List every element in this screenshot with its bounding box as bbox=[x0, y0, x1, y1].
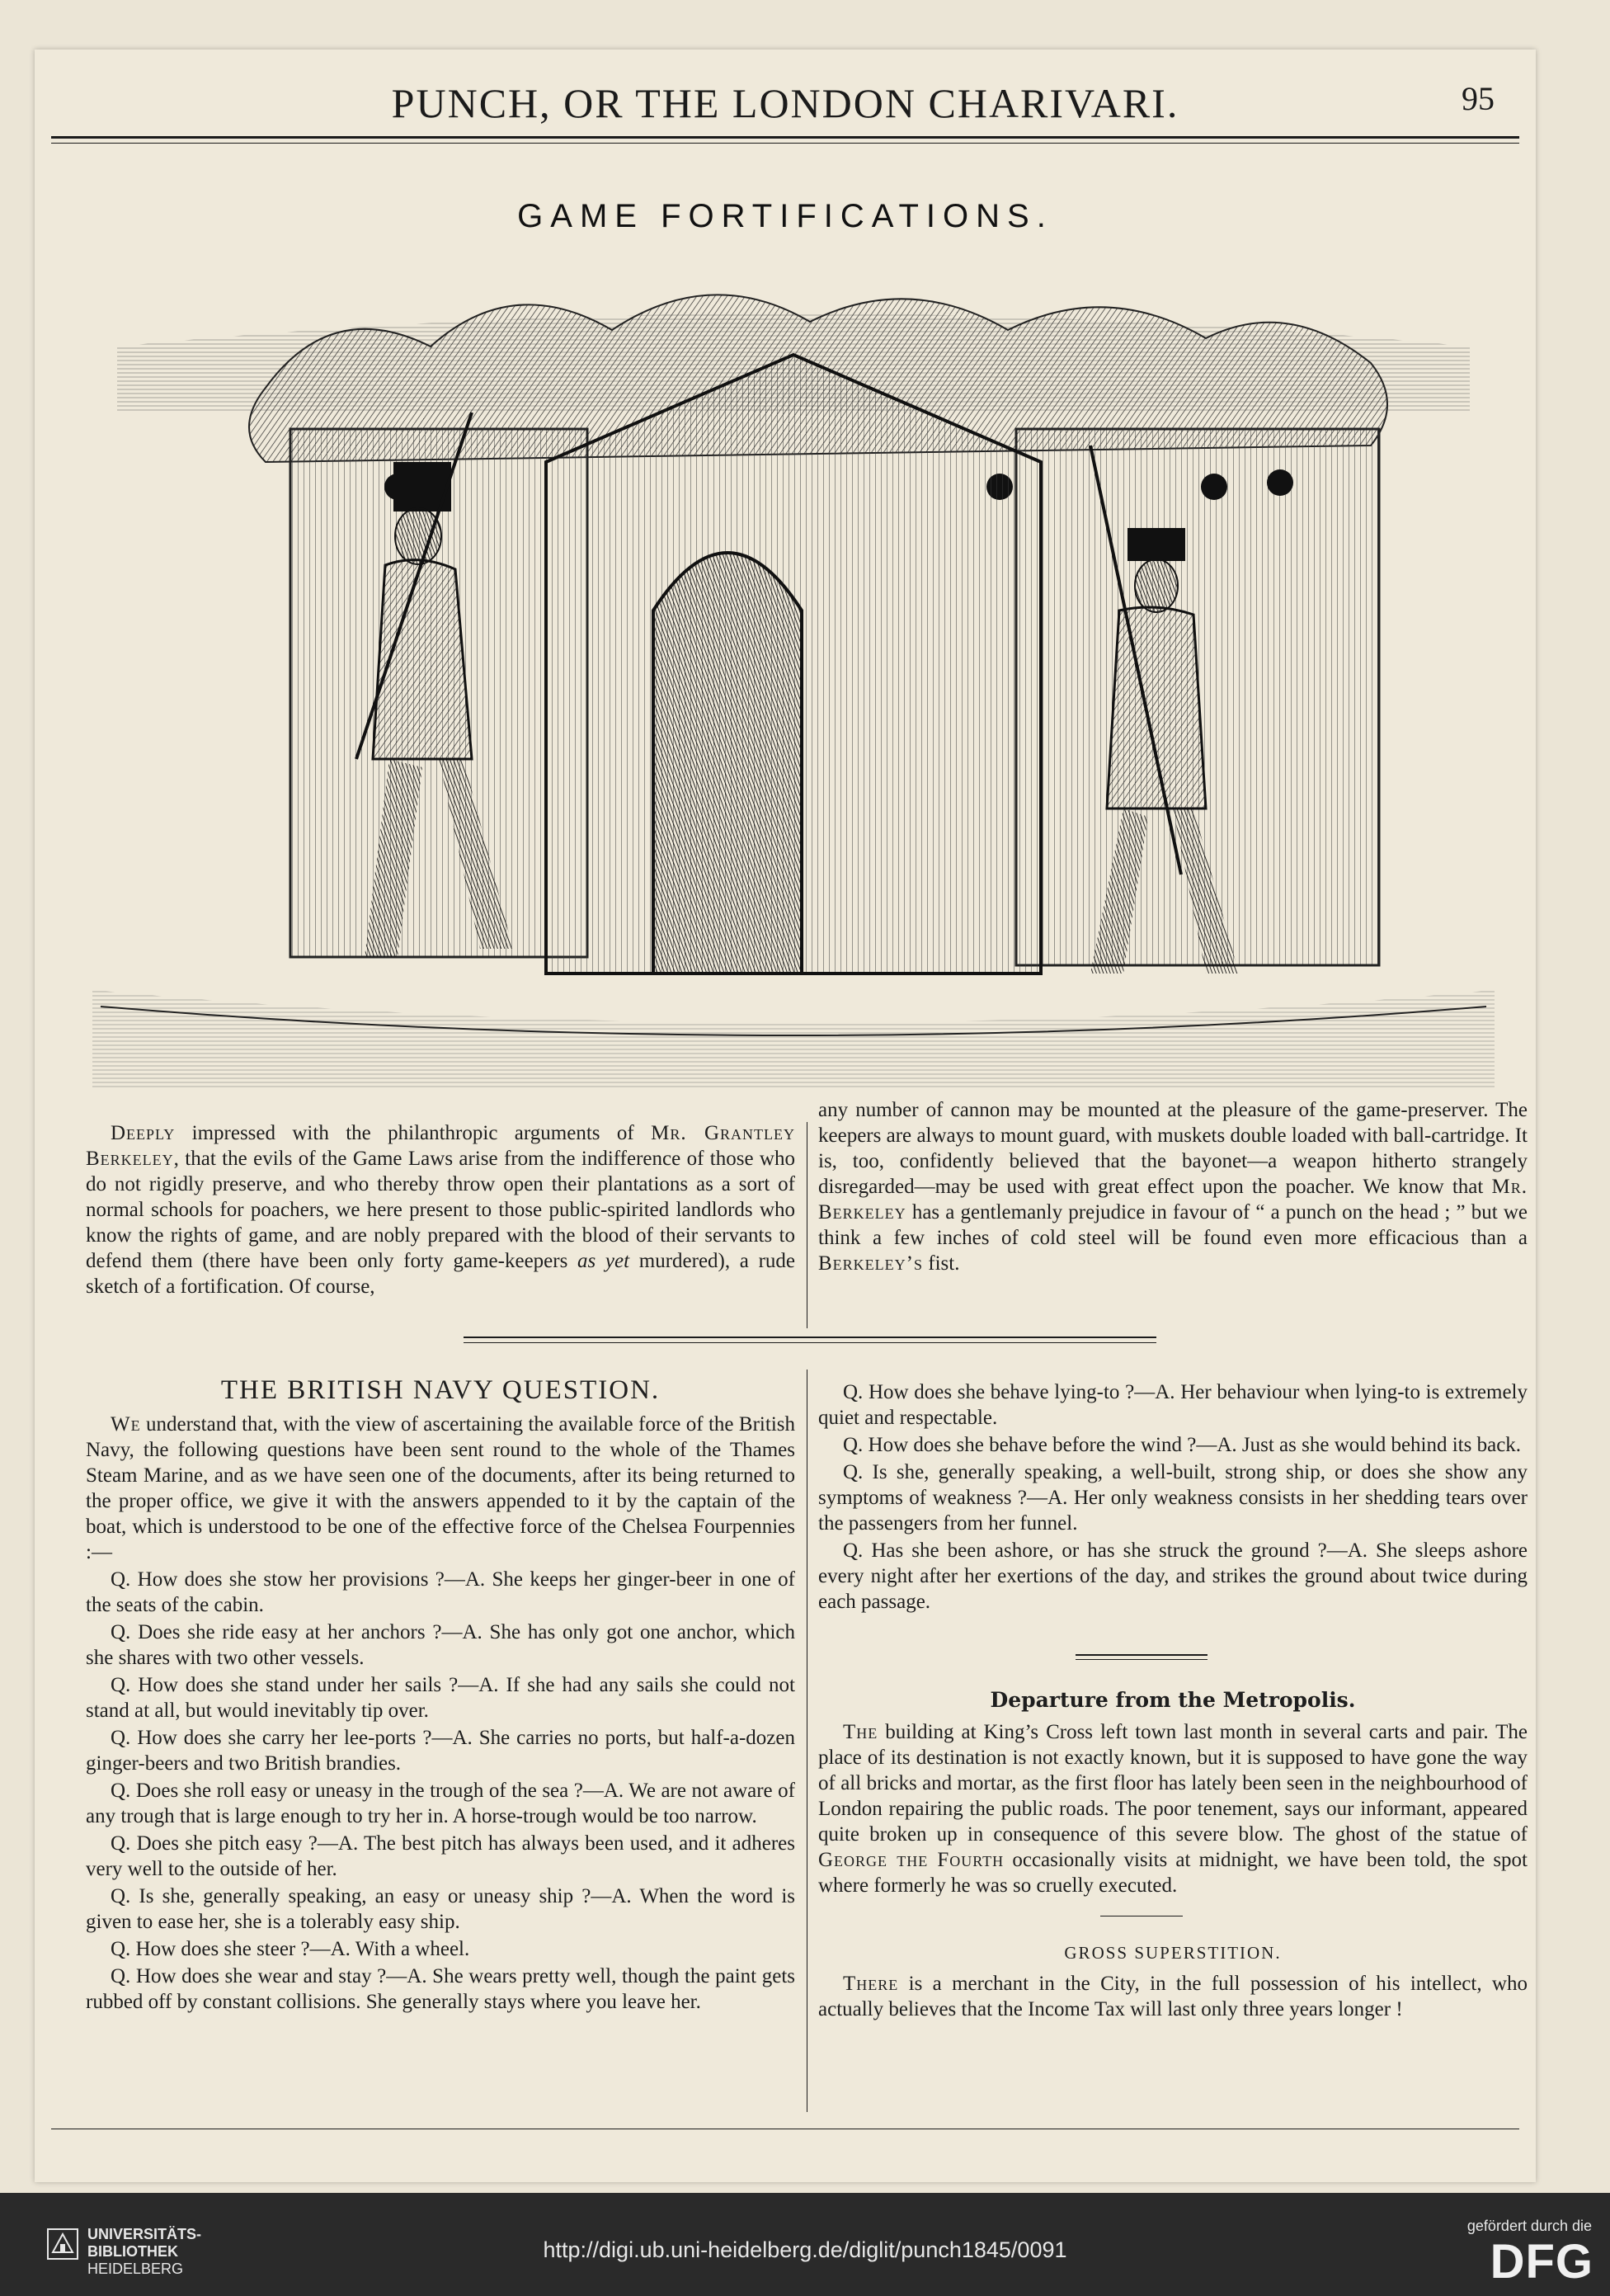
text-run: murdered), a rude sketch of a fortification. Of course, bbox=[86, 1250, 795, 1298]
library-line-2: BIBLIOTHEK bbox=[87, 2243, 178, 2260]
short-rule-1b bbox=[1076, 1659, 1208, 1660]
departure-heading: Departure from the Metropolis. bbox=[990, 1688, 1356, 1712]
intro-left-paragraph bbox=[86, 1120, 795, 1299]
superstition-heading: GROSS SUPERSTITION. bbox=[1064, 1943, 1282, 1963]
funded-by-text: gefördert durch die bbox=[1466, 2218, 1592, 2234]
navy-qa-left-6: Q. Is she, generally speaking, an easy or uneasy ship ?—A. When the word is given to ease her, she is a tolerably easy ship. bbox=[86, 1885, 795, 1933]
cartoon-illustration bbox=[84, 248, 1503, 1106]
navy-qa-left-2: Q. How does she stand under her sails ?—A. If she had any sails she could not stand at all, but would inevitably tip over. bbox=[86, 1674, 795, 1722]
newspaper-page bbox=[35, 50, 1536, 2182]
text-run: is a merchant in the City, in the full possession of his intellect, who actually believes that the Income Tax will last only three years longer ! bbox=[818, 1973, 1528, 2020]
navy-qa-left-0: Q. How does she stow her provisions ?—A. She keeps her ginger-beer in one of the seats of the cabin. bbox=[86, 1568, 795, 1616]
navy-qa-right-1: Q. How does she behave before the wind ?—A. Just as she would behind its back. bbox=[843, 1434, 1522, 1456]
library-line-3: HEIDELBERG bbox=[87, 2261, 184, 2277]
navy-qa-left-1: Q. Does she ride easy at her anchors ?—A. She has only got one anchor, which she shares with two other vessels. bbox=[86, 1621, 795, 1669]
text-run: has a gentlemanly prejudice in favour of “ a punch on the head ; ” but we think a few inches of cold steel will be found even more efficacious than a bbox=[818, 1201, 1528, 1249]
navy-qa-left-7: Q. How does she steer ?—A. With a wheel. bbox=[111, 1938, 470, 1960]
navy-qa-left-5: Q. Does she pitch easy ?—A. The best pitch has always been used, and it adheres very well to the outside of her. bbox=[86, 1832, 795, 1880]
header-rule-top bbox=[51, 136, 1519, 139]
drop-word: Deeply bbox=[111, 1122, 176, 1144]
text-run: any number of cannon may be mounted at the pleasure of the game-preserver. The keepers are always to mount guard, with muskets double loaded with ball-cartridge. It is, too, confidently believed that the bayonet—a weapon hitherto strangely disregarded—may be used with great effect upon the poacher. We know that bbox=[818, 1099, 1528, 1198]
text-run: building at King’s Cross left town last month in several carts and pair. The place of its destination is not exactly known, but it is supposed to have gone the way of all bricks and mortar, as the first floor has lately been seen in the neighbourhood of London repairing the public roads. The poor tenement, says our informant, appeared quite broken up in consequence of this severe blow. The ghost of the statue of bbox=[818, 1721, 1528, 1846]
drop-word: The bbox=[843, 1721, 878, 1743]
header-rule-bottom bbox=[51, 143, 1519, 144]
section-rule-top bbox=[464, 1337, 1156, 1338]
text-run: understand that, with the view of ascertaining the available force of the British Navy, the following questions have been sent round to the whole of the Thames Steam Marine, and as we have seen one of the documents, after its being returned to the proper office, we give it with the answers appended to it by the captain of the boat, which is understood to be one of the effective force of the Chelsea Fourpennies :— bbox=[86, 1413, 795, 1563]
superstition-column bbox=[818, 1940, 1528, 2024]
departure-text bbox=[818, 1719, 1528, 1898]
navy-heading: THE BRITISH NAVY QUESTION. bbox=[220, 1375, 661, 1405]
navy-qa-left-4: Q. Does she roll easy or uneasy in the trough of the sea ?—A. We are not aware of any trough that is large enough to try her in. A horse-trough would be too narrow. bbox=[86, 1780, 795, 1827]
text-run: occasionally visits at midnight, we have been told, the spot where formerly he was so cruelly executed. bbox=[818, 1849, 1528, 1897]
navy-qa-right-2: Q. Is she, generally speaking, a well-built, strong ship, or does she show any symptoms of weakness ?—A. Her only weakness consists in her shedding tears over the passengers from her funnel. bbox=[818, 1461, 1528, 1535]
navy-intro bbox=[86, 1412, 795, 1565]
short-rule-1 bbox=[1076, 1654, 1208, 1656]
text-run: fist. bbox=[923, 1252, 960, 1275]
name-run: Mr. Grantley Berkeley bbox=[86, 1122, 796, 1170]
name-run: George the Fourth bbox=[818, 1849, 1005, 1871]
name-run: Mr. Berkeley bbox=[818, 1176, 1528, 1223]
section-rule-bottom bbox=[464, 1342, 1156, 1343]
departure-column bbox=[818, 1687, 1528, 1900]
cartoon-title: GAME FORTIFICATIONS. bbox=[517, 198, 1053, 234]
drop-word: We bbox=[111, 1413, 141, 1436]
navy-left-column bbox=[86, 1375, 795, 2016]
digital-library-url[interactable]: http://digi.ub.uni-heidelberg.de/diglit/punch1845/0091 bbox=[543, 2237, 1067, 2262]
navy-qa-right-0: Q. How does she behave lying-to ?—A. Her behaviour when lying-to is extremely quiet and respectable. bbox=[818, 1381, 1528, 1429]
library-line-1: UNIVERSITÄTS- bbox=[87, 2226, 202, 2242]
superstition-text bbox=[818, 1971, 1528, 2022]
navy-qa-left-8: Q. How does she wear and stay ?—A. She wears pretty well, though the paint gets rubbed off by constant collisions. She generally stays where you leave her. bbox=[86, 1965, 795, 2013]
intro-right-paragraph bbox=[818, 1097, 1528, 1276]
italic-run: as yet bbox=[577, 1250, 630, 1272]
drop-word: There bbox=[843, 1973, 899, 1995]
page-header-title: PUNCH, OR THE LONDON CHARIVARI. bbox=[391, 80, 1179, 126]
dfg-logo: DFG bbox=[1490, 2235, 1594, 2289]
intro-left-column bbox=[86, 1120, 795, 1301]
text-run: impressed with the philanthropic arguments of bbox=[175, 1122, 652, 1144]
navy-right-column bbox=[818, 1379, 1528, 1616]
intro-right-column bbox=[818, 1097, 1528, 1278]
navy-qa-left-3: Q. How does she carry her lee-ports ?—A. She carries no ports, but half-a-dozen ginger-beers and two British brandies. bbox=[86, 1727, 795, 1775]
page-number: 95 bbox=[1462, 80, 1495, 117]
name-run: Berkeley’s bbox=[818, 1252, 923, 1275]
text-run: , that the evils of the Game Laws arise from the indifference of those who do not rigidly preserve, and who thereby throw open their plantations as a sort of normal schools for poachers, we here present to those public-spirited landlords who know the rights of game, and are nobly prepared with the blood of their servants to defend them (there have been only forty game-keepers bbox=[86, 1148, 795, 1272]
navy-qa-right-3: Q. Has she been ashore, or has she struck the ground ?—A. She sleeps ashore every night after her exertions of the day, and strikes the ground about twice during each passage. bbox=[818, 1539, 1528, 1613]
